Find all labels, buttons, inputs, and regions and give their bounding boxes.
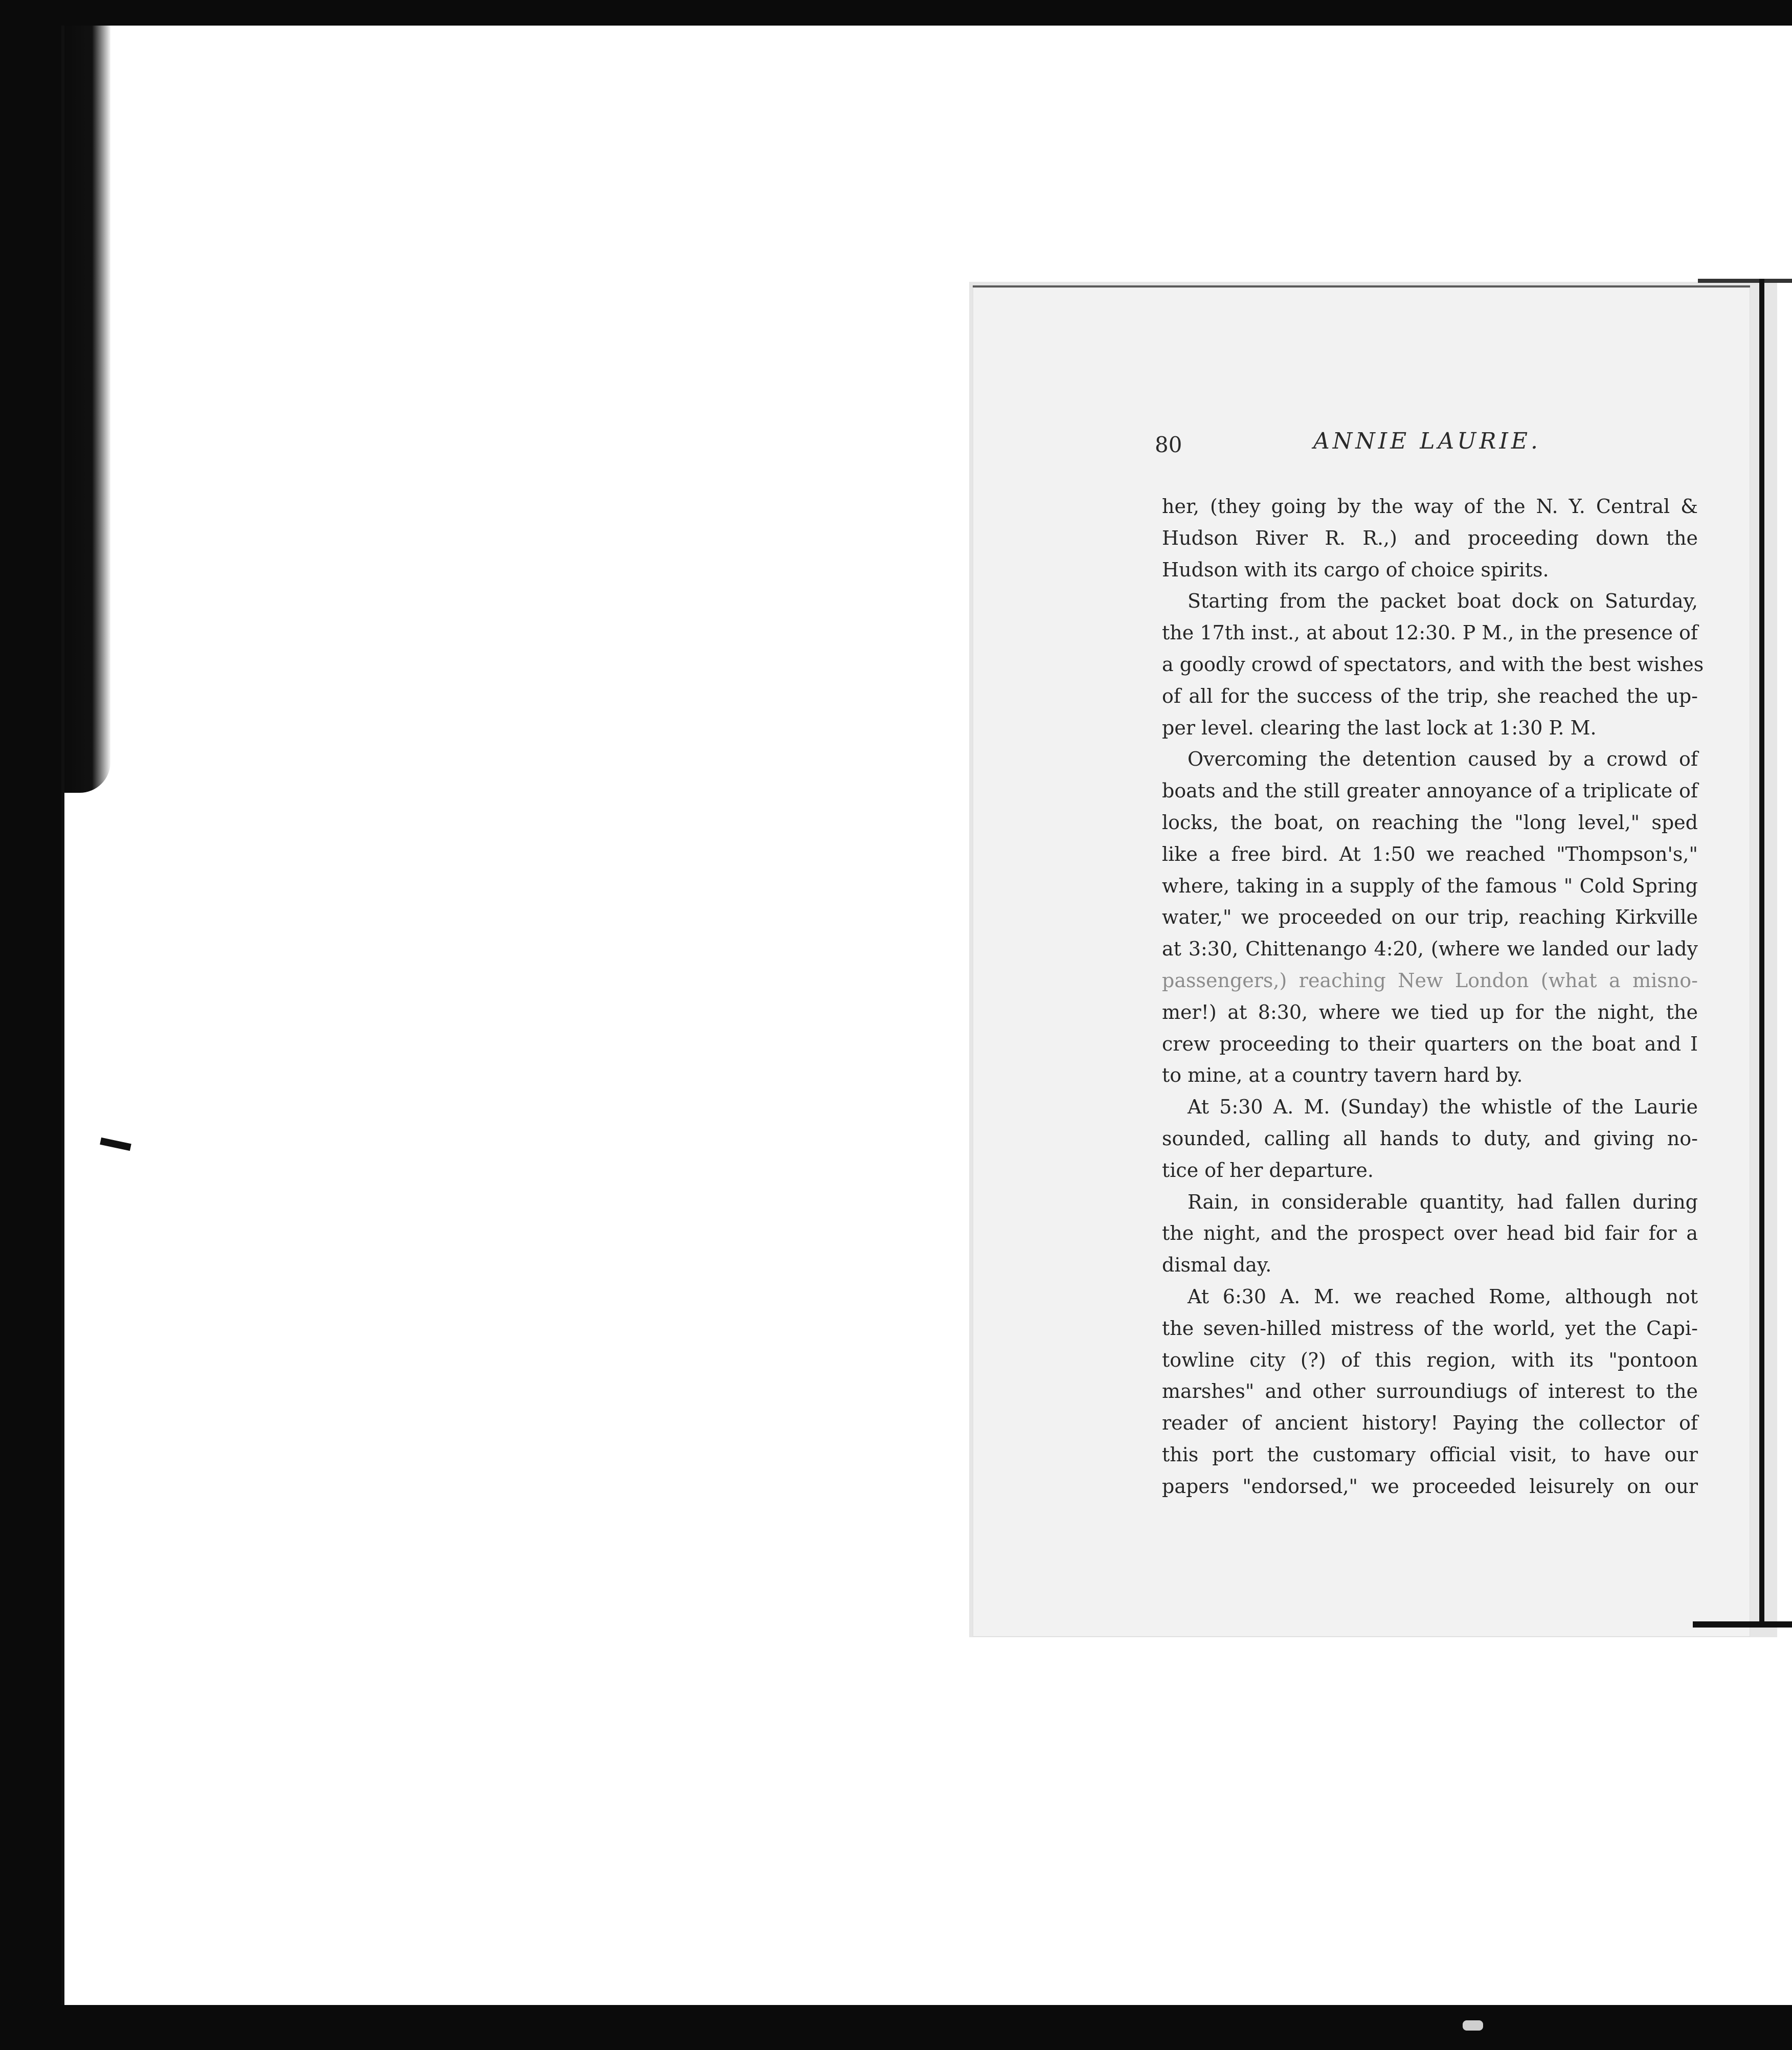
page-header: [1155, 428, 1666, 469]
text-line: to mine, at a country tavern hard by.: [1162, 1064, 1523, 1087]
text-line: dismal day.: [1162, 1254, 1272, 1277]
text-line: Rain, in considerable quantity, had fallen during: [1188, 1190, 1698, 1213]
text-line: mer!) at 8:30, where we tied up for the night, the: [1162, 1000, 1698, 1023]
text-line: marshes" and other surroundiugs of interest to the: [1162, 1380, 1698, 1403]
scan-left-edge: [64, 26, 110, 793]
facing-page-top-edge: [1698, 279, 1792, 283]
text-line: passengers,) reaching New London (what a misno-: [1162, 969, 1698, 992]
text-line: a goodly crowd of spectators, and with the best wishes: [1162, 653, 1704, 676]
book-page: [973, 285, 1750, 1637]
text-line: Overcoming the detention caused by a crowd of: [1188, 748, 1698, 771]
facing-page-bottom-edge: [1693, 1621, 1792, 1628]
text-line: sounded, calling all hands to duty, and giving no-: [1162, 1127, 1698, 1150]
text-line: papers "endorsed," we proceeded leisurely on our: [1162, 1475, 1698, 1498]
facing-page-edge: [1759, 279, 1764, 1624]
page-body: [1162, 491, 1704, 1503]
text-line: Starting from the packet boat dock on Saturday,: [1188, 590, 1698, 613]
text-line: tice of her departure.: [1162, 1158, 1374, 1182]
scan-edge-mark: [100, 1138, 131, 1151]
text-line: water," we proceeded on our trip, reaching Kirkville: [1162, 906, 1698, 929]
text-line: crew proceeding to their quarters on the boat and I: [1162, 1032, 1698, 1055]
text-line: of all for the success of the trip, she reached the up-: [1162, 684, 1698, 707]
text-line: the seven-hilled mistress of the world, yet the Capi-: [1162, 1317, 1698, 1340]
text-line: Hudson River R. R.,) and proceeding down the: [1162, 526, 1698, 549]
text-line: towline city (?) of this region, with its "pontoon: [1162, 1348, 1698, 1371]
text-line: the night, and the prospect over head bid fair for a: [1162, 1222, 1698, 1245]
text-line: at 3:30, Chittenango 4:20, (where we landed our lady: [1162, 938, 1698, 961]
text-line: her, (they going by the way of the N. Y. Central &: [1162, 495, 1698, 518]
text-line: the 17th inst., at about 12:30. P M., in the presence of: [1162, 621, 1698, 644]
text-line: At 5:30 A. M. (Sunday) the whistle of the Laurie: [1188, 1096, 1698, 1119]
text-line: Hudson with its cargo of choice spirits.: [1162, 558, 1549, 581]
text-line: where, taking in a supply of the famous " Cold Spring: [1162, 874, 1698, 897]
text-line: reader of ancient history! Paying the collector of: [1162, 1412, 1698, 1435]
text-line: locks, the boat, on reaching the "long level," sped: [1162, 811, 1698, 834]
text-line: At 6:30 A. M. we reached Rome, although not: [1188, 1285, 1698, 1308]
text-line: this port the customary official visit, to have our: [1162, 1443, 1698, 1466]
text-line: boats and the still greater annoyance of a triplicate of: [1162, 779, 1698, 803]
text-line: like a free bird. At 1:50 we reached "Thompson's,": [1162, 842, 1698, 865]
text-line: per level. clearing the last lock at 1:30 P. M.: [1162, 716, 1597, 739]
page-number: 80: [1155, 432, 1182, 457]
scan-speck: [1463, 2020, 1483, 2031]
running-head: ANNIE LAURIE.: [1313, 428, 1541, 454]
